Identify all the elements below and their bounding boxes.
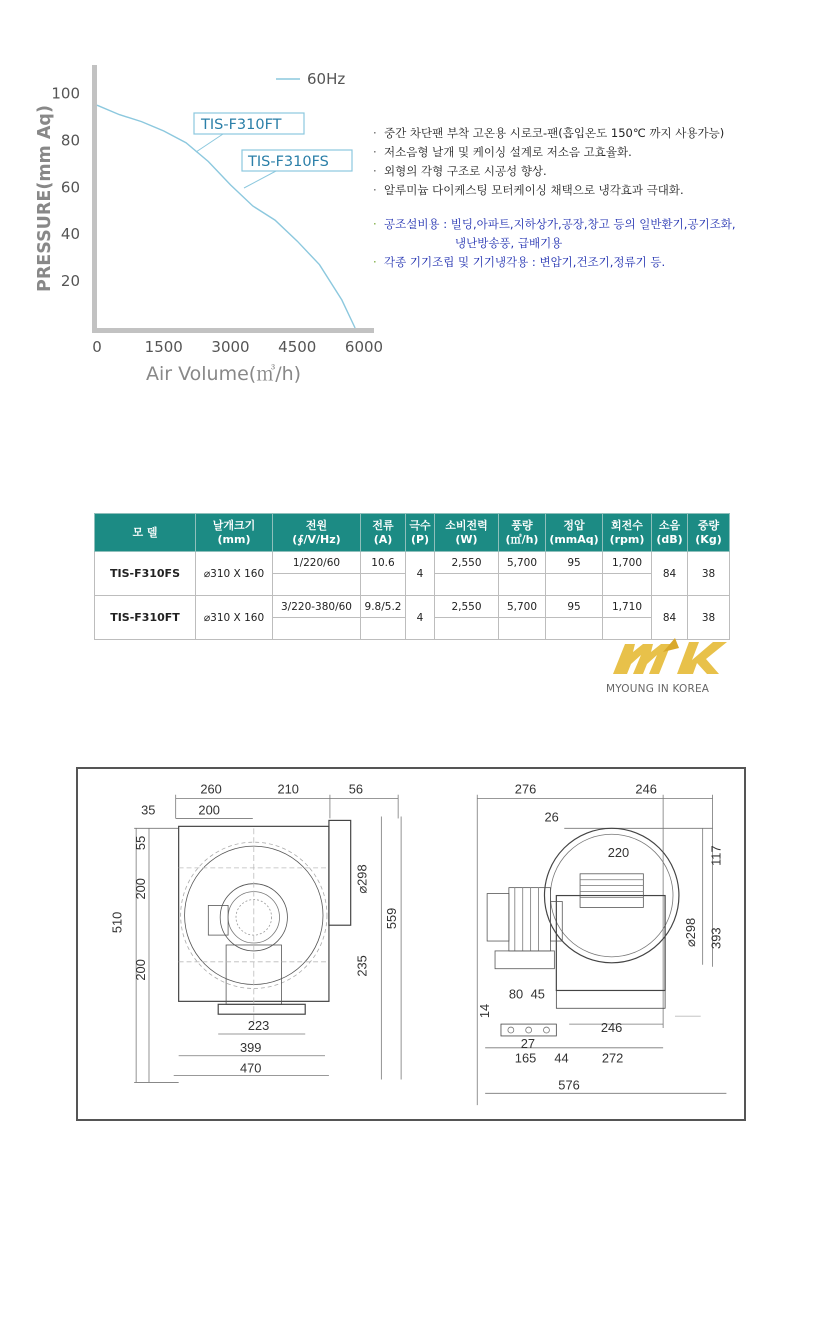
feature-text: 알루미늄 다이케스팅 모터케이싱 채택으로 냉각효과 극대화.	[384, 183, 684, 197]
bullet-icon: ·	[373, 164, 377, 178]
x-tick-label: 4500	[278, 338, 317, 356]
dim-side-393: 393	[708, 927, 724, 949]
feature-item	[373, 124, 813, 143]
y-tick-label: 20	[60, 272, 80, 291]
feature-text: 외형의 각형 구조로 시공성 향상.	[384, 164, 547, 178]
cell-pressure: 95	[546, 552, 603, 574]
x-tick-label: 3000	[211, 338, 250, 356]
use-text: 공조설비용 : 빌딩,아파트,지하상가,공장,창고 등의 일반환기,공기조화,	[384, 217, 736, 231]
header-model: 모 델	[95, 514, 196, 552]
dim-front-260: 260	[200, 781, 222, 797]
dim-front-470: 470	[239, 1060, 262, 1076]
cell-empty	[499, 574, 546, 596]
x-tick-label: 6000	[344, 338, 384, 356]
header-power: 전원 (∮/V/Hz)	[273, 514, 361, 552]
feature-text: 저소음형 날개 및 케이싱 설계로 저소음 고효율화.	[384, 145, 632, 159]
feature-item	[373, 143, 813, 162]
dim-side-276: 276	[514, 781, 537, 797]
logo-m-mark	[613, 644, 671, 674]
cell-watts: 2,550	[435, 596, 499, 618]
use-item-continued: 냉난방송풍, 급배기용	[455, 236, 563, 250]
feature-text: 중간 차단팬 부착 고온용 시로코-팬(흡입온도 150℃ 까지 사용가능)	[384, 126, 725, 140]
cell-empty	[273, 618, 361, 640]
feature-list	[373, 124, 813, 272]
dim-side-117: 117	[708, 845, 724, 866]
use-text: 각종 기기조립 및 기기냉각용 : 변압기,건조기,정류기 등.	[384, 255, 666, 269]
cell-empty	[361, 574, 406, 596]
dim-side-dia298: ⌀298	[682, 917, 698, 947]
cell-power: 3/220-380/60	[273, 596, 361, 618]
cell-empty	[273, 574, 361, 596]
cell-empty	[546, 574, 603, 596]
bullet-icon: ·	[373, 145, 377, 159]
header-noise: 소음 (dB)	[652, 514, 688, 552]
x-axis-label: Air Volume(㎥/h)	[146, 363, 302, 385]
dim-side-272: 272	[601, 1050, 624, 1066]
feature-item	[373, 181, 813, 200]
dim-front-223: 223	[247, 1018, 270, 1034]
cell-model: TIS-F310FT	[95, 596, 196, 640]
dim-front-55: 55	[133, 835, 149, 851]
use-item	[373, 253, 813, 272]
x-tick-label: 0	[92, 338, 102, 356]
dim-front-dia298: ⌀298	[354, 864, 370, 894]
cell-rpm: 1,700	[603, 552, 652, 574]
dim-front-200: 200	[198, 802, 220, 818]
dimension-drawing	[76, 767, 746, 1121]
cell-pressure: 95	[546, 596, 603, 618]
cell-poles: 4	[406, 552, 435, 596]
logo-k-mark	[677, 642, 727, 674]
x-tick-label: 1500	[144, 338, 183, 356]
annotation-fs: TIS-F310FS	[248, 154, 329, 170]
cell-current: 10.6	[361, 552, 406, 574]
cell-empty	[499, 618, 546, 640]
header-pressure: 정압 (mmAq)	[546, 514, 603, 552]
dim-side-246: 246	[635, 781, 657, 797]
bullet-icon: ·	[373, 255, 377, 269]
dim-side-80: 80	[508, 986, 524, 1002]
cell-model: TIS-F310FS	[95, 552, 196, 596]
bullet-icon: ·	[373, 183, 377, 197]
y-tick-label: 60	[60, 178, 80, 197]
bullet-icon: ·	[373, 126, 377, 140]
cell-weight: 38	[688, 552, 730, 596]
dim-front-399: 399	[239, 1039, 262, 1055]
front-view	[134, 795, 401, 1083]
dim-side-44: 44	[554, 1050, 569, 1066]
y-axis-label: PRESSURE(mm Aq)	[35, 105, 55, 292]
header-airflow: 풍량 (㎥/h)	[499, 514, 546, 552]
y-tick-label: 80	[60, 131, 80, 150]
bullet-icon: ·	[373, 217, 377, 231]
cell-airflow: 5,700	[499, 552, 546, 574]
cell-noise: 84	[652, 552, 688, 596]
logo-text: MYOUNG IN KOREA	[606, 683, 710, 695]
cell-empty	[603, 574, 652, 596]
annotation-ft: TIS-F310FT	[201, 117, 282, 133]
dim-side-220: 220	[607, 844, 630, 860]
dim-front-200b: 200	[133, 959, 149, 981]
dim-side-165: 165	[514, 1050, 537, 1066]
legend-label: 60Hz	[307, 70, 346, 88]
dim-side-576: 576	[558, 1077, 580, 1093]
dim-front-56: 56	[348, 781, 364, 797]
table-row	[95, 596, 730, 618]
cell-power: 1/220/60	[273, 552, 361, 574]
y-axis	[92, 65, 97, 333]
dim-front-210: 210	[277, 781, 299, 797]
x-axis	[92, 328, 374, 333]
cell-empty	[435, 574, 499, 596]
dim-side-14: 14	[477, 1003, 493, 1019]
dim-side-45: 45	[530, 986, 545, 1002]
dim-side-246b: 246	[600, 1019, 623, 1035]
y-tick-label: 100	[51, 84, 80, 103]
cell-airflow: 5,700	[499, 596, 546, 618]
plot-area	[96, 65, 376, 330]
dim-front-200a: 200	[133, 878, 149, 900]
cell-noise: 84	[652, 596, 688, 640]
dim-front-510: 510	[109, 911, 125, 934]
header-poles: 극수 (P)	[406, 514, 435, 552]
cell-weight: 38	[688, 596, 730, 640]
feature-item	[373, 162, 813, 181]
cell-empty	[361, 618, 406, 640]
use-item	[373, 215, 813, 234]
cell-current: 9.8/5.2	[361, 596, 406, 618]
header-watts: 소비전력 (W)	[435, 514, 499, 552]
header-size: 날개크기 (mm)	[196, 514, 273, 552]
cell-empty	[435, 618, 499, 640]
table-row	[95, 552, 730, 574]
header-weight: 중량 (Kg)	[688, 514, 730, 552]
spec-table	[94, 513, 730, 640]
table-header-row	[95, 514, 730, 552]
cell-poles: 4	[406, 596, 435, 640]
dim-front-559: 559	[384, 907, 400, 930]
cell-size: ⌀310 X 160	[196, 596, 273, 640]
dim-side-27: 27	[520, 1035, 536, 1051]
cell-watts: 2,550	[435, 552, 499, 574]
cell-empty	[603, 618, 652, 640]
y-tick-label: 40	[60, 225, 80, 244]
cell-rpm: 1,710	[603, 596, 652, 618]
header-rpm: 회전수 (rpm)	[603, 514, 652, 552]
dim-front-35: 35	[141, 802, 156, 818]
cell-empty	[546, 618, 603, 640]
dim-side-26: 26	[544, 809, 559, 825]
pressure-volume-chart	[28, 60, 394, 390]
cell-size: ⌀310 X 160	[196, 552, 273, 596]
dim-front-235: 235	[354, 955, 370, 977]
header-current: 전류 (A)	[361, 514, 406, 552]
